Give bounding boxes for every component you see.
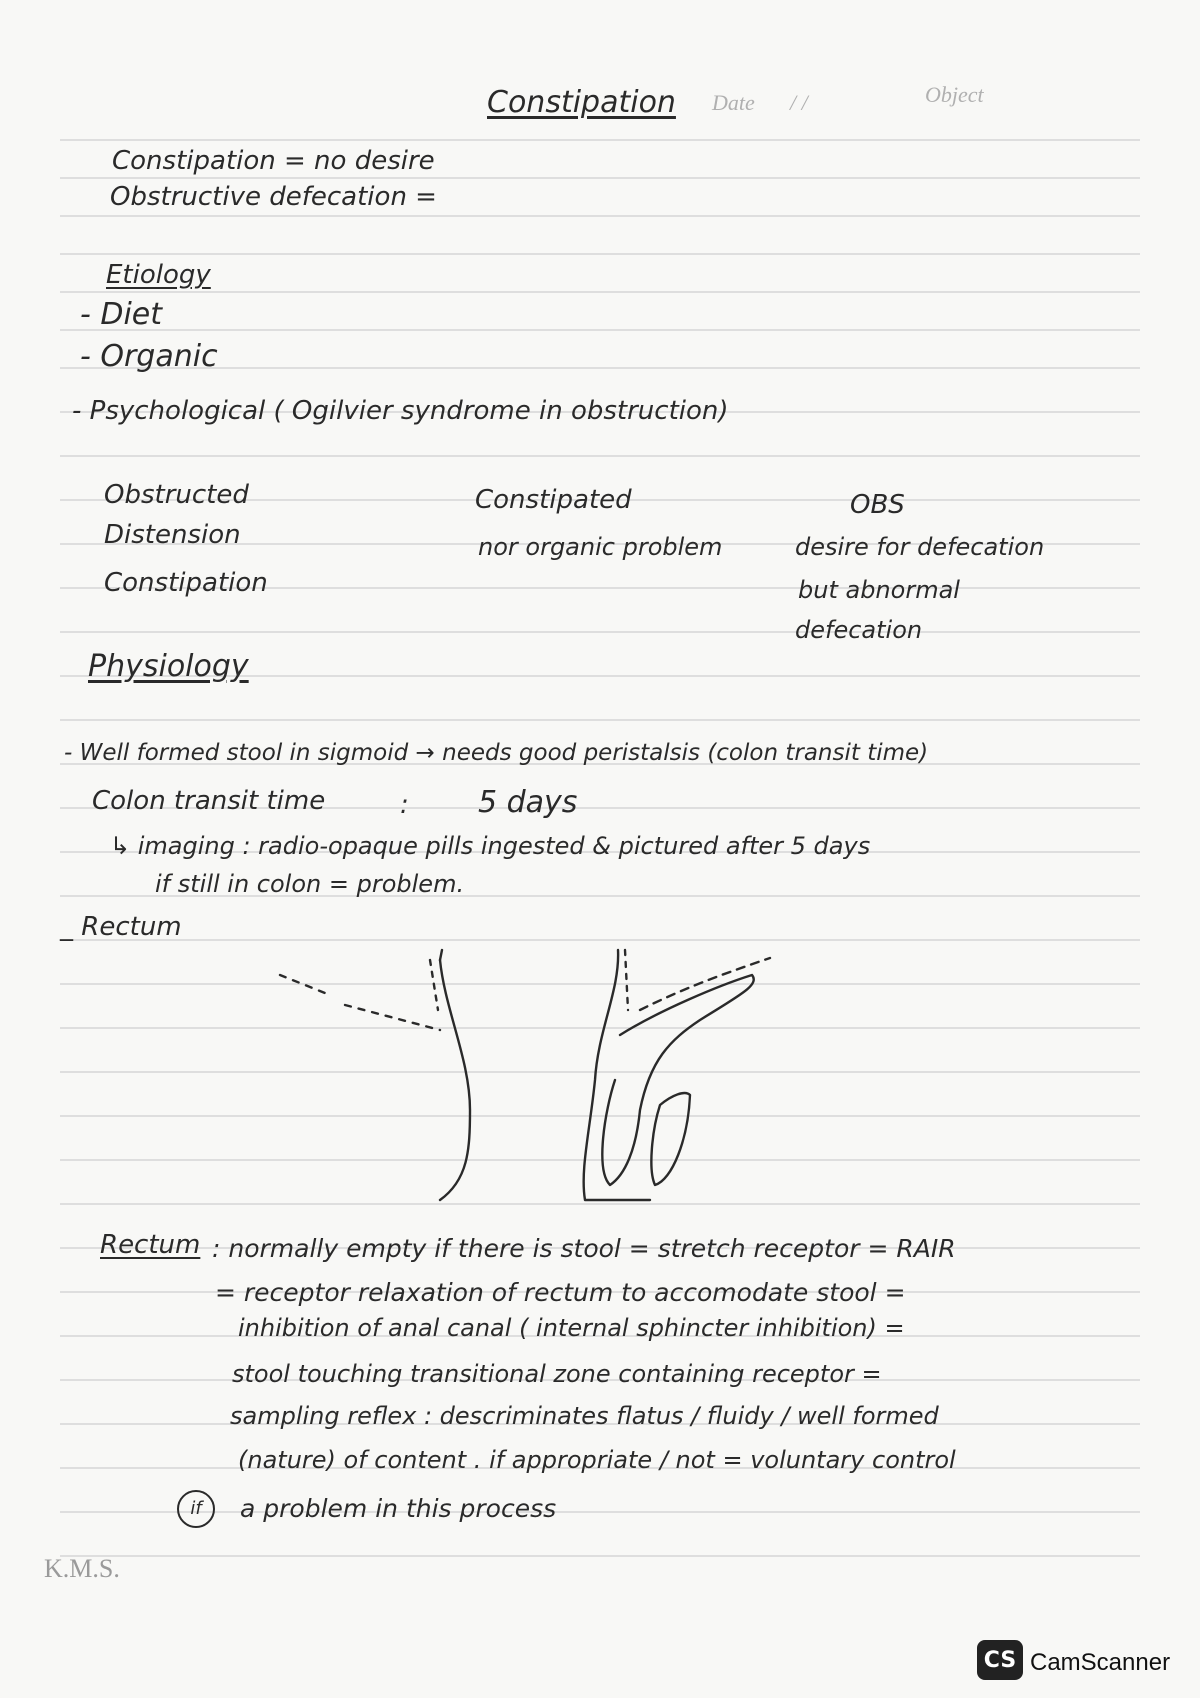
col3-obs: OBS	[850, 490, 905, 520]
col3-desire: desire for defecation	[795, 533, 1045, 561]
footer-initials: K.M.S.	[44, 1554, 120, 1583]
col3-defecation: defecation	[795, 616, 923, 644]
subject-label: Object	[925, 82, 984, 107]
etiology-item-organic: - Organic	[80, 339, 218, 374]
etiology-heading: Etiology	[106, 260, 211, 290]
rectum-notes-label: Rectum	[100, 1230, 201, 1260]
col1-constipation: Constipation	[104, 568, 268, 598]
imaging-result-line: if still in colon = problem.	[155, 870, 465, 898]
col3-but-abnormal: but abnormal	[798, 576, 960, 604]
colon-transit-separator: :	[400, 790, 409, 820]
colon-transit-value: 5 days	[478, 785, 578, 820]
rectum-notes-line-2: = receptor relaxation of rectum to accomodate stool =	[215, 1278, 906, 1307]
rectum-notes-line-6: (nature) of content . if appropriate / not = voluntary control	[238, 1446, 956, 1474]
camscanner-watermark: CamScanner	[1030, 1649, 1171, 1676]
colon-transit-label: Colon transit time	[92, 786, 326, 816]
page-title: Constipation	[487, 85, 676, 120]
col2-not-organic: nor organic problem	[478, 533, 723, 561]
rectum-heading: _ Rectum	[60, 912, 182, 942]
camscanner-logo-icon: CS	[977, 1640, 1023, 1680]
rectum-notes-line-1: : normally empty if there is stool = stretch receptor = RAIR	[212, 1234, 956, 1263]
imaging-line: ↳ imaging : radio-opaque pills ingested & pictured after 5 days	[110, 832, 871, 860]
physiology-line-stool: - Well formed stool in sigmoid → needs good peristalsis (colon transit time)	[64, 740, 929, 766]
col2-constipated: Constipated	[475, 485, 632, 515]
col1-obstructed: Obstructed	[104, 480, 249, 510]
physiology-heading: Physiology	[88, 649, 249, 684]
col1-distension: Distension	[104, 520, 241, 550]
date-slashes: / /	[790, 90, 808, 115]
definition-obstructive: Obstructive defecation =	[110, 182, 437, 212]
rectum-notes-line-4: stool touching transitional zone containing receptor =	[232, 1360, 882, 1388]
date-label: Date	[712, 90, 755, 115]
etiology-item-psychological: - Psychological ( Ogilvier syndrome in obstruction)	[72, 396, 729, 426]
rectum-notes-line-3: inhibition of anal canal ( internal sphincter inhibition) =	[238, 1314, 905, 1342]
definition-constipation: Constipation = no desire	[112, 146, 435, 176]
rectum-notes-last-line: a problem in this process	[240, 1494, 557, 1523]
etiology-item-diet: - Diet	[80, 297, 163, 332]
if-circled-marker: if	[177, 1490, 215, 1528]
rectum-notes-line-5: sampling reflex : descriminates flatus / fluidy / well formed	[230, 1402, 939, 1430]
